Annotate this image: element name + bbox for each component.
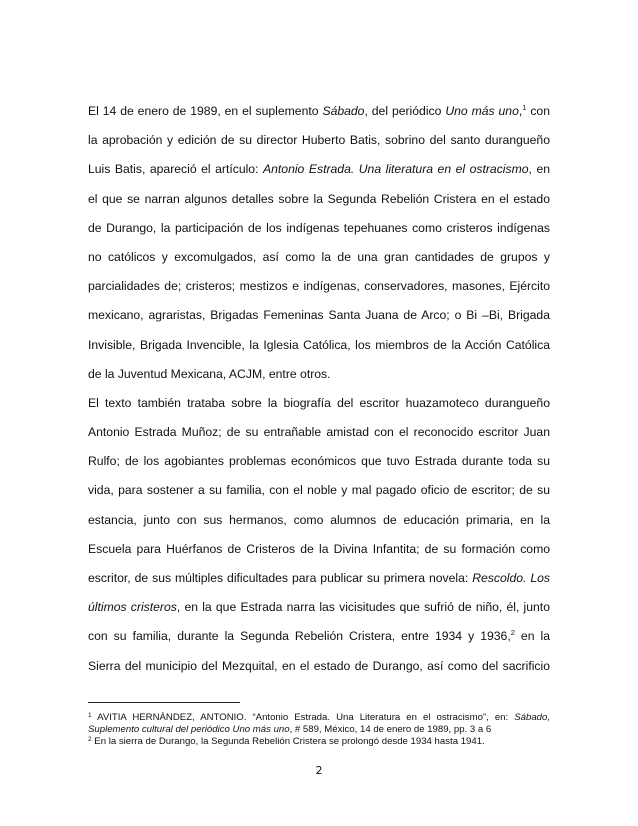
- text-run: con: [526, 104, 550, 118]
- footnote-number: 2: [88, 736, 92, 744]
- text-run: en la: [514, 629, 550, 644]
- text-run: Luis Batis, apareció el artículo:: [88, 162, 263, 177]
- text-line: la aprobación y edición de su director Huberto Batis, sobrino del santo duranguеño: [88, 133, 550, 148]
- text-line: [88, 564, 550, 593]
- text-run: escritor, de sus múltiples dificultades para publicar su primera novela:: [88, 571, 473, 585]
- footnote-separator: [88, 702, 240, 703]
- footnote-1-line: [88, 724, 550, 736]
- text-run: , en la que Estrada narra las vicisitudes que sufrió de niño, él, junto: [176, 600, 550, 615]
- text-run: , en: [528, 162, 551, 177]
- footnote-1-line: [88, 712, 550, 724]
- italic-title: Rescoldo. Los: [472, 571, 551, 585]
- body-text: [88, 97, 550, 681]
- italic-title: Uno más uno: [445, 104, 519, 118]
- text-line: de Durango, la participación de los indígenas tepehuanes como cristeros indígenas: [88, 220, 550, 235]
- italic-title: Sábado,: [514, 712, 550, 723]
- text-line: vida, para sostener a su familia, con el noble y mal pagado oficio de escritor; de su: [88, 483, 550, 498]
- text-line: Escuela para Huérfanos de Cristeros de la Divina Infantita; de su formación como: [88, 541, 550, 556]
- text-run: , del periódico: [364, 104, 446, 118]
- text-line: [88, 622, 550, 651]
- footnote-text: AVITIA HERNÁNDEZ, ANTONIO. “Antonio Estrada. Una Literatura en el ostracismo”, en:: [91, 712, 515, 723]
- page-number: 2: [315, 764, 323, 777]
- italic-title: últimos cristeros: [88, 600, 177, 615]
- text-line: Sierra del municipio del Mezquital, en el estado de Durango, así como del sacrificio: [88, 658, 550, 673]
- italic-title: Antonio Estrada. Una literatura en el ostracismo: [263, 162, 529, 177]
- text-run: ,: [518, 104, 523, 118]
- text-line: El texto también trataba sobre la biografía del escritor huazamoteco duranguеño: [88, 395, 550, 410]
- footnote-number: 1: [88, 712, 92, 719]
- text-line: Rulfo; de los agobiantes problemas económicos que tuvo Estrada durante toda su: [88, 454, 550, 469]
- text-line: no católicos y excomulgados, así como la de una gran cantidades de grupos y: [88, 249, 550, 264]
- text-run: El 14 de enero de 1989, en el suplemento: [88, 104, 323, 118]
- footnotes: [88, 712, 550, 749]
- text-line: Antonio Estrada Muñoz; de su entrañable amistad con el reconocido escritor Juan: [88, 425, 550, 440]
- italic-title: Suplemento cultural del periódico Uno más uno: [88, 724, 290, 736]
- footnote-text: En la sierra de Durango, la Segunda Rebelión Cristera se prolongó desde 1934 hasta 1941.: [91, 736, 485, 748]
- text-line: [88, 593, 550, 622]
- text-line: mexicano, agraristas, Brigadas Femeninas Santa Juana de Arco; o Bi –Bi, Brigada: [88, 308, 550, 323]
- footnote-text: , # 589, México, 14 de enero de 1989, pp. 3 a 6: [289, 724, 492, 736]
- text-line: Invisible, Brigada Invencible, la Iglesia Católica, los miembros de la Acción Católica: [88, 337, 550, 352]
- text-run: con su familia, durante la Segunda Rebelión Cristera, entre 1934 y 1936,: [88, 629, 511, 644]
- italic-title: Sábado: [322, 104, 365, 118]
- footnote-ref[interactable]: 1: [522, 103, 527, 112]
- text-line: [88, 155, 550, 184]
- text-line: [88, 97, 550, 126]
- footnote-ref[interactable]: 2: [510, 628, 515, 638]
- text-line: estancia, junto con sus hermanos, como alumnos de educación primaria, en la: [88, 512, 550, 527]
- footnote-2-line: [88, 736, 550, 748]
- text-line: parcialidades de; cristeros; mestizos e indígenas, conservadores, masones, Ejército: [88, 279, 550, 294]
- text-line: el que se narran algunos detalles sobre la Segunda Rebelión Cristera en el estado: [88, 191, 550, 206]
- text-line: de la Juventud Mexicana, ACJM, entre otros.: [88, 366, 331, 381]
